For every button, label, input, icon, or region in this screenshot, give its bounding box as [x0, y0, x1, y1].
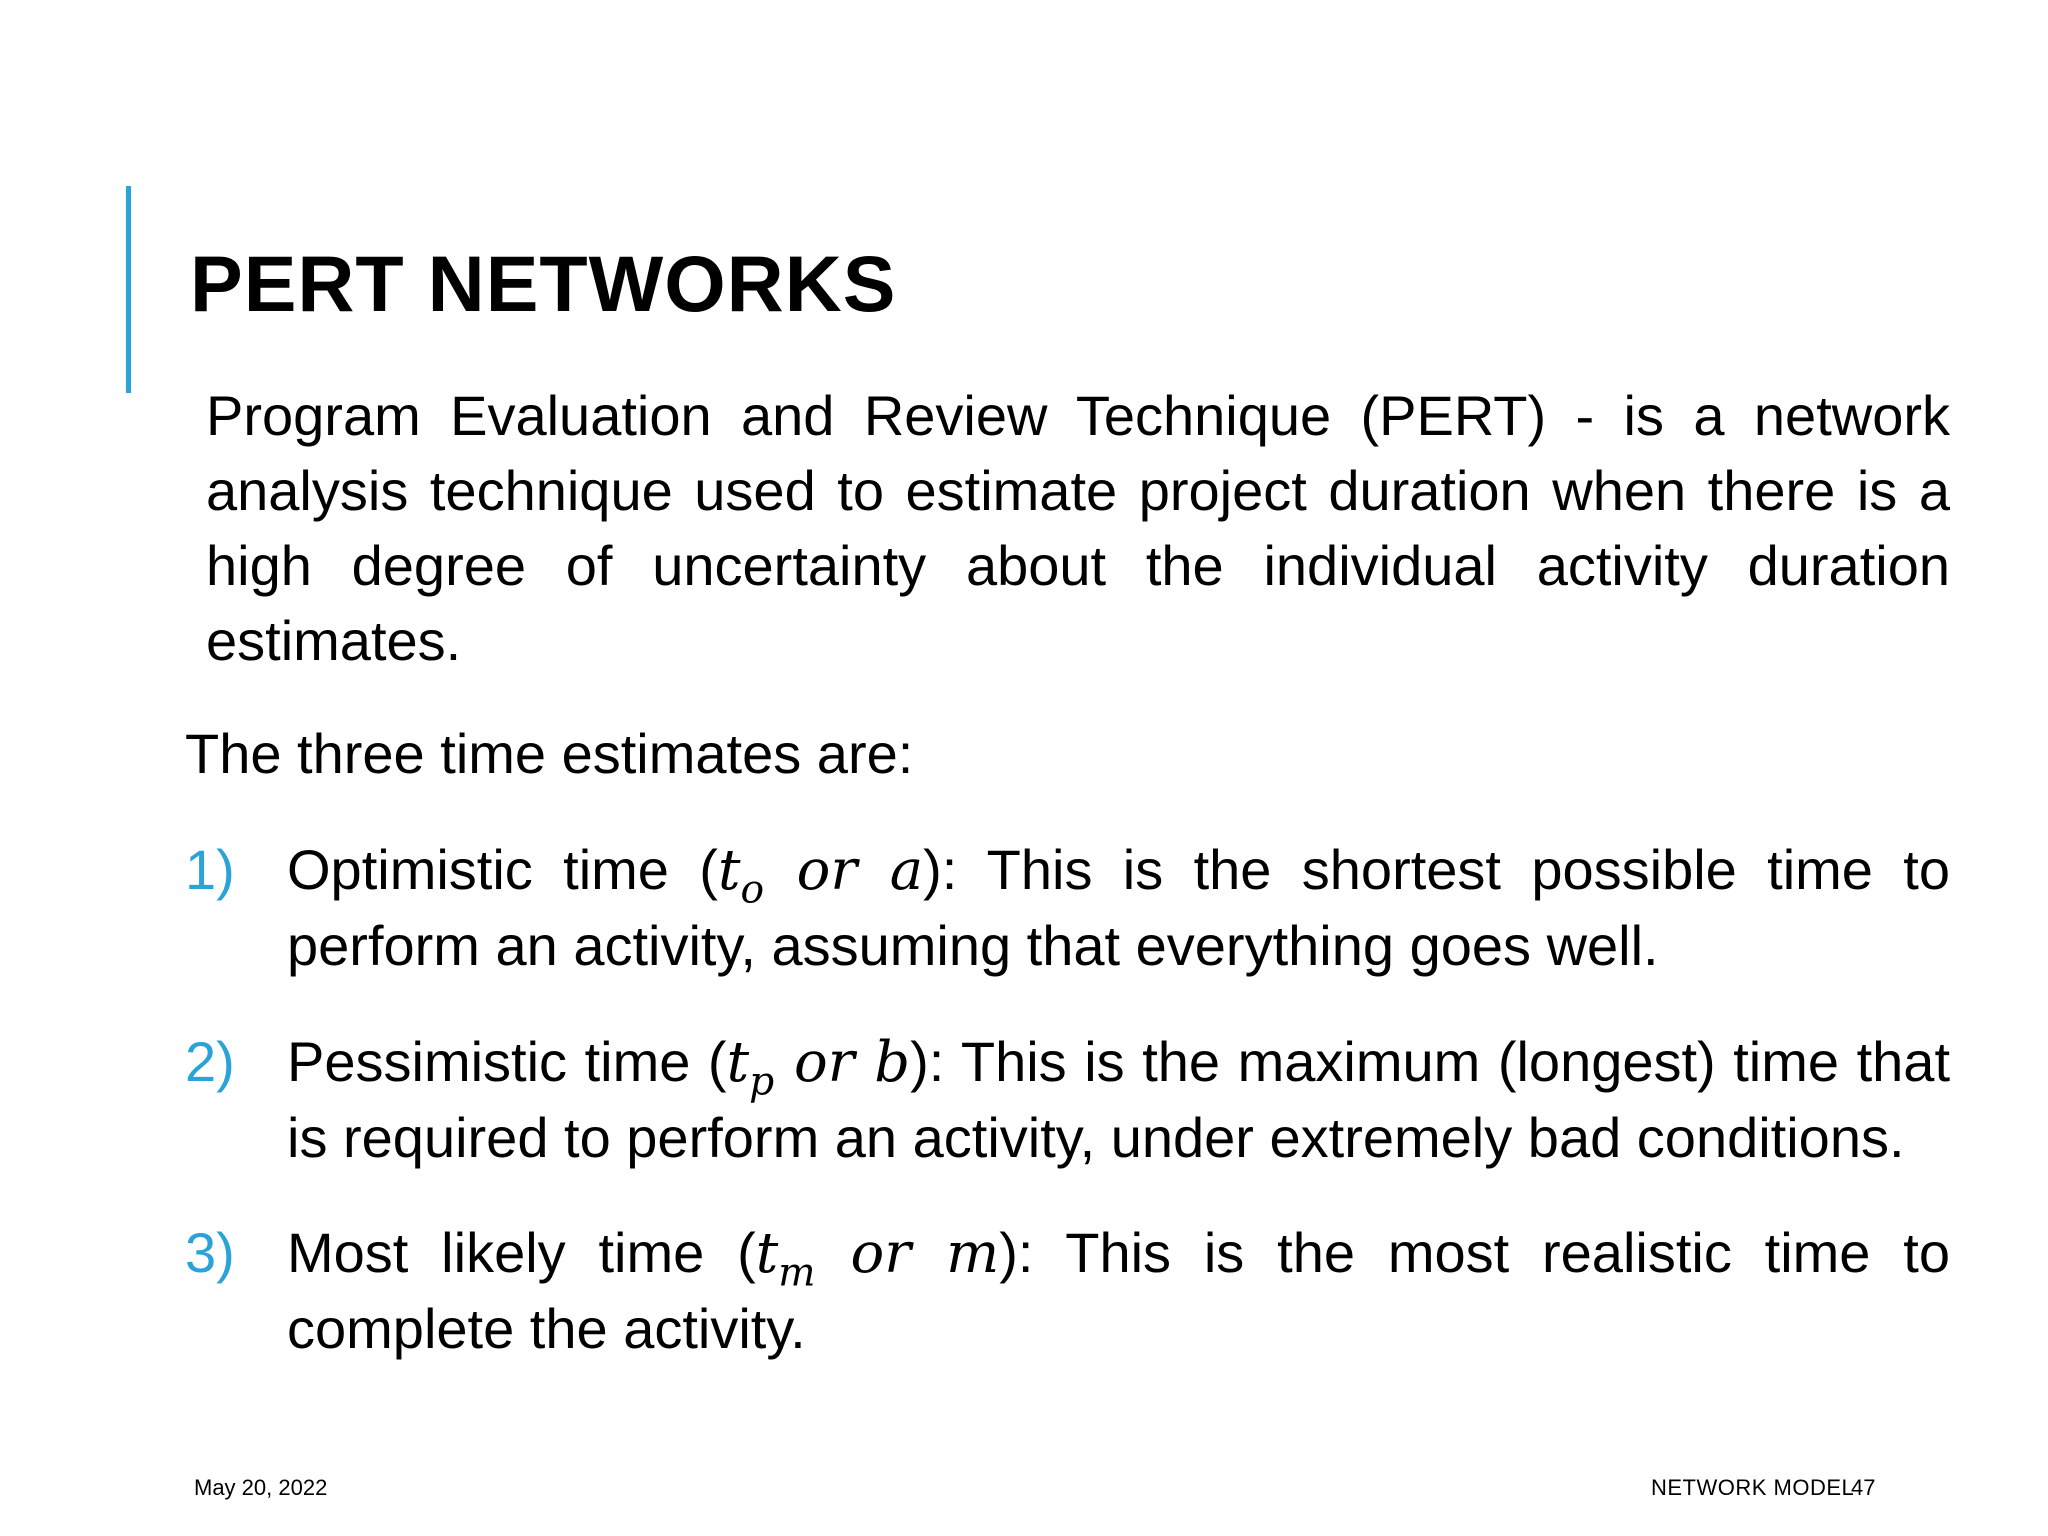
estimate-name: Most likely time ( — [287, 1221, 756, 1284]
math-connector: or — [815, 1221, 947, 1286]
math-expression — [755, 1221, 1000, 1296]
estimate-name: Pessimistic time ( — [287, 1030, 727, 1093]
estimate-name: Optimistic time ( — [287, 838, 718, 901]
estimates-intro: The three time estimates are: — [185, 722, 914, 785]
footer-section-label: NETWORK MODEL — [1651, 1475, 1855, 1500]
math-connector: or — [774, 1030, 875, 1095]
math-alt-symbol: b — [874, 1030, 911, 1095]
math-alt-symbol: a — [889, 838, 924, 903]
list-number: 2) — [185, 1030, 235, 1093]
footer-page-number: 47 — [1851, 1475, 1876, 1500]
estimate-description: ): This is the shortest possible time to perform an activity, assuming that everything goes well. — [287, 838, 1950, 977]
estimate-pessimistic — [185, 1024, 1950, 1175]
title-accent-bar — [126, 186, 131, 393]
list-number: 1) — [185, 838, 235, 901]
estimate-description: ): This is the most realistic time to complete the activity. — [287, 1221, 1950, 1360]
math-alt-symbol: m — [946, 1221, 1000, 1286]
estimate-most-likely — [185, 1215, 1950, 1366]
pert-definition: Program Evaluation and Review Technique (PERT) - is a network analysis technique used to estimate project duration when there is a high degree of uncertainty about the individual activity duration estimates. — [206, 384, 1950, 672]
math-subscript: m — [778, 1250, 816, 1296]
footer-date: May 20, 2022 — [194, 1475, 328, 1500]
math-symbol: t — [717, 838, 741, 903]
time-estimates-list — [185, 832, 1950, 1366]
slide-title: PERT NETWORKS — [190, 239, 897, 328]
list-number: 3) — [185, 1221, 235, 1284]
estimate-description: ): This is the maximum (longest) time that is required to perform an activity, under extremely bad conditions. — [287, 1030, 1951, 1169]
math-subscript: p — [749, 1059, 775, 1105]
math-symbol: t — [726, 1030, 750, 1095]
math-symbol: t — [755, 1221, 779, 1286]
math-subscript: o — [740, 867, 765, 913]
math-expression — [726, 1030, 911, 1105]
math-connector: or — [764, 838, 890, 903]
math-expression — [717, 838, 924, 913]
estimate-optimistic — [185, 832, 1950, 983]
